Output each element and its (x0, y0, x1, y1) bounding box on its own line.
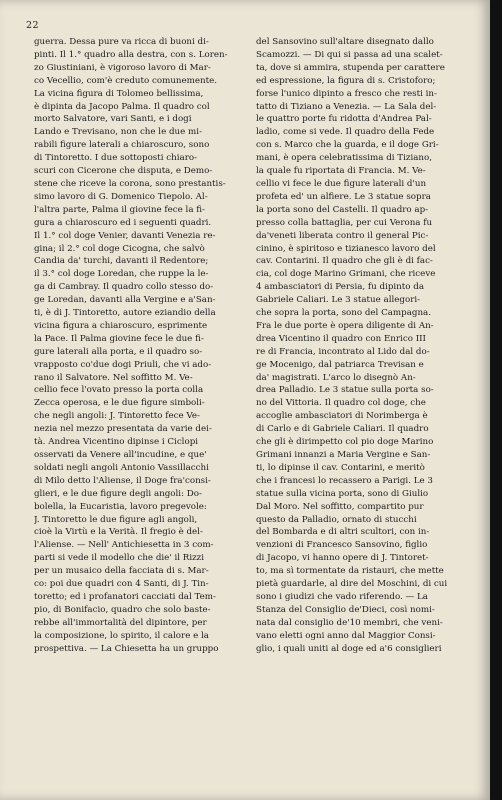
text-line: nezia nel mezzo presentata da varie dei- (34, 424, 212, 435)
text-line: J. Tintoretto le due figure agli angoli, (34, 514, 198, 525)
text-line: cellio vi fece le due figure laterali d'un (256, 178, 427, 189)
text-line: statue sulla vicina porta, sono di Giulio (256, 488, 429, 499)
text-line: to, ma sì tormentate da ristauri, che mette (256, 566, 444, 577)
text-line: da'veneti liberata contro il general Pic- (256, 230, 429, 241)
text-line: Scamozzi. — Di qui si passa ad una scalet- (256, 49, 443, 60)
text-line: di Jacopo, vi hanno opere di J. Tintoret- (256, 553, 429, 564)
text-line: zo Giustiniani, è vigoroso lavoro di Mar- (34, 62, 211, 73)
text-line: La vicina figura di Tolomeo bellissima, (34, 88, 204, 99)
text-line: drea Palladio. Le 3 statue sulla porta so- (256, 385, 434, 396)
text-line: sono i giudizi che vado riferendo. — La (256, 591, 428, 602)
text-line: glieri, e le due figure degli angoli: Do- (34, 488, 202, 499)
text-line: cinino, è spiritoso e tizianesco lavoro del (256, 243, 436, 254)
text-line: rabili figure laterali a chiaroscuro, sono (34, 140, 210, 151)
text-line: ta, dove si ammira, stupenda per carattere (256, 62, 445, 73)
text-line: morto Salvatore, vari Santi, e i dogi (34, 114, 192, 125)
text-line: presso colla battaglia, per cui Verona fu (256, 217, 433, 228)
text-line: da' magistrati. L'arco lo disegnò An- (256, 372, 416, 383)
text-line: Dal Moro. Nel soffitto, compartito pur (256, 501, 424, 512)
text-line: toretto; ed i profanatori cacciati dal Tem- (34, 591, 216, 602)
text-line: del Sansovino sull'altare disegnato dallo (256, 37, 434, 47)
text-line: Zecca operosa, e le due figure simboli- (34, 398, 205, 409)
text-line: co: poi due quadri con 4 Santi, di J. Tin- (34, 579, 209, 590)
text-line: drea Vicentino il quadro con Enrico III (256, 333, 426, 344)
text-line: pinti. Il 1.° quadro alla destra, con s. Loren- (34, 49, 228, 60)
text-line: glio, i quali uniti al doge ed a'6 consiglieri (256, 643, 442, 654)
page-edge-shadow (490, 0, 502, 800)
text-line: pietà guardarle, al dire del Moschini, di cui (256, 579, 448, 590)
text-line: vano eletti ogni anno dal Maggior Consi- (256, 630, 436, 641)
text-line: scuri con Cicerone che disputa, e Demo- (34, 166, 213, 177)
text-line: 4 ambasciatori di Persia, fu dipinto da (256, 282, 425, 293)
text-line: tà. Andrea Vicentino dipinse i Ciclopi (34, 437, 199, 448)
text-line: mani, è opera celebratissima di Tiziano, (256, 153, 433, 164)
text-line: vicina figura a chiaroscuro, esprimente (34, 320, 208, 331)
text-line: parti si vede il modello che die' il Rizzi (34, 553, 205, 564)
left-text-column (34, 36, 240, 656)
text-line: ed espressione, la figura di s. Cristoforo; (256, 75, 436, 86)
text-line: pio, di Bonifacio, quadro che solo baste- (34, 604, 211, 615)
text-line: ladio, come si vede. Il quadro della Fede (256, 127, 435, 138)
text-line: di Milo detto l'Aliense, il Doge fra'consi- (34, 475, 211, 486)
text-line: accoglie ambasciatori di Norimberga è (256, 411, 428, 422)
text-line: gina; il 2.° col doge Cicogna, che salvò (34, 243, 205, 254)
text-line: bolella, la Eucaristia, lavoro pregevole: (34, 501, 207, 512)
text-line: di Carlo e di Gabriele Caliari. Il quadro (256, 424, 429, 435)
text-line: è dipinta da Jacopo Palma. Il quadro col (34, 101, 210, 112)
text-line: Grimani innanzi a Maria Vergine e San- (256, 450, 431, 460)
text-line: ti, è di J. Tintoretto, autore eziandio della (34, 308, 216, 319)
text-line: soldati negli angoli Antonio Vassillacchi (34, 462, 209, 473)
text-line: ge Mocenigo, dal patriarca Trevisan e (256, 359, 424, 370)
text-line: ti, lo dipinse il cav. Contarini, e meritò (256, 462, 425, 473)
text-line: rano il Salvatore. Nel soffitto M. Ve- (34, 372, 193, 383)
text-line: Gabriele Caliari. Le 3 statue allegori- (256, 295, 421, 306)
text-line: guerra. Dessa pure va ricca di buoni di- (34, 37, 209, 47)
text-line: di Tintoretto. I due sottoposti chiaro- (34, 153, 198, 164)
text-line: l'Aliense. — Nell' Antichiesetta in 3 com- (34, 540, 214, 551)
text-line: re di Francia, incontrato al Lido dal do- (256, 346, 430, 357)
text-line: che i francesi lo recassero a Parigi. Le 3 (256, 475, 433, 486)
text-line: il 3.° col doge Loredan, che ruppe la le- (34, 269, 209, 280)
text-line: nata dal consiglio de'10 membri, che veni- (256, 617, 443, 628)
text-line: che sopra la porta, sono del Campagna. (256, 308, 431, 319)
text-line: venzioni di Francesco Sansovino, figlio (256, 540, 428, 551)
text-line: cia, col doge Marino Grimani, che riceve (256, 269, 436, 280)
text-line: gura a chiaroscuro ed i seguenti quadri. (34, 217, 212, 228)
text-line: tatto di Tiziano a Venezia. — La Sala del- (256, 101, 437, 112)
text-line: del Bombarda e di altri scultori, con in- (256, 527, 430, 538)
text-line: la composizione, lo spirito, il calore e la (34, 630, 209, 641)
text-line: ge Loredan, davanti alla Vergine e a'San- (34, 295, 216, 306)
text-line: la Pace. Il Palma giovine fece le due fi- (34, 333, 204, 344)
text-line: gure laterali alla porta, e il quadro so- (34, 346, 203, 357)
text-line: prospettiva. — La Chiesetta ha un gruppo (34, 643, 219, 654)
text-line: le quattro porte fu ridotta d'Andrea Pal- (256, 114, 432, 125)
text-line: che negli angoli: J. Tintoretto fece Ve- (34, 411, 200, 422)
right-text-column (256, 36, 474, 656)
text-line: per un musaico della facciata di s. Mar- (34, 566, 209, 577)
text-line: che gli è dirimpetto col pio doge Marino (256, 437, 434, 448)
text-line: Stanza del Consiglio de'Dieci, così nomi- (256, 604, 435, 615)
text-line: cav. Contarini. Il quadro che gli è di fac- (256, 256, 433, 267)
text-line: co Vecellio, com'è creduto comunemente. (34, 75, 218, 86)
text-line: Candia da' turchi, davanti il Redentore; (34, 256, 209, 267)
text-line: la quale fu riportata di Francia. M. Ve- (256, 166, 426, 177)
text-line: profeta ed' un alfiere. Le 3 statue sopra (256, 191, 431, 202)
text-line: Il 1.° col doge Venier, davanti Venezia re- (34, 230, 216, 241)
text-line: Fra le due porte è opera diligente di An- (256, 320, 434, 331)
text-line: ga di Cambray. Il quadro collo stesso do- (34, 282, 214, 293)
text-line: cioè la Virtù e la Verità. Il fregio è del- (34, 527, 203, 538)
text-line: Lando e Trevisano, non che le due mi- (34, 127, 202, 138)
text-line: la porta sono del Castelli. Il quadro ap- (256, 204, 429, 215)
text-line: l'altra parte, Palma il giovine fece la fi- (34, 204, 205, 215)
text-line: osservati da Venere all'incudine, e que' (34, 450, 207, 460)
text-line: no del Vittoria. Il quadro col doge, che (256, 398, 426, 409)
text-line: questo da Palladio, ornato di stucchi (256, 514, 417, 525)
text-line: simo lavoro di G. Domenico Tiepolo. Al- (34, 191, 208, 202)
text-line: cellio fece l'ovato presso la porta colla (34, 385, 204, 396)
text-line: forse l'unico dipinto a fresco che resti in- (256, 88, 437, 99)
page-number: 22 (26, 20, 40, 31)
text-line: rebbe all'immortalità del dipintore, per (34, 617, 207, 628)
text-line: con s. Marco che la guarda, e il doge Gri- (256, 140, 439, 151)
text-line: vrapposto co'due dogi Priuli, che vi ado- (34, 359, 212, 370)
text-line: stene che riceve la corona, sono prestantis- (34, 178, 226, 189)
